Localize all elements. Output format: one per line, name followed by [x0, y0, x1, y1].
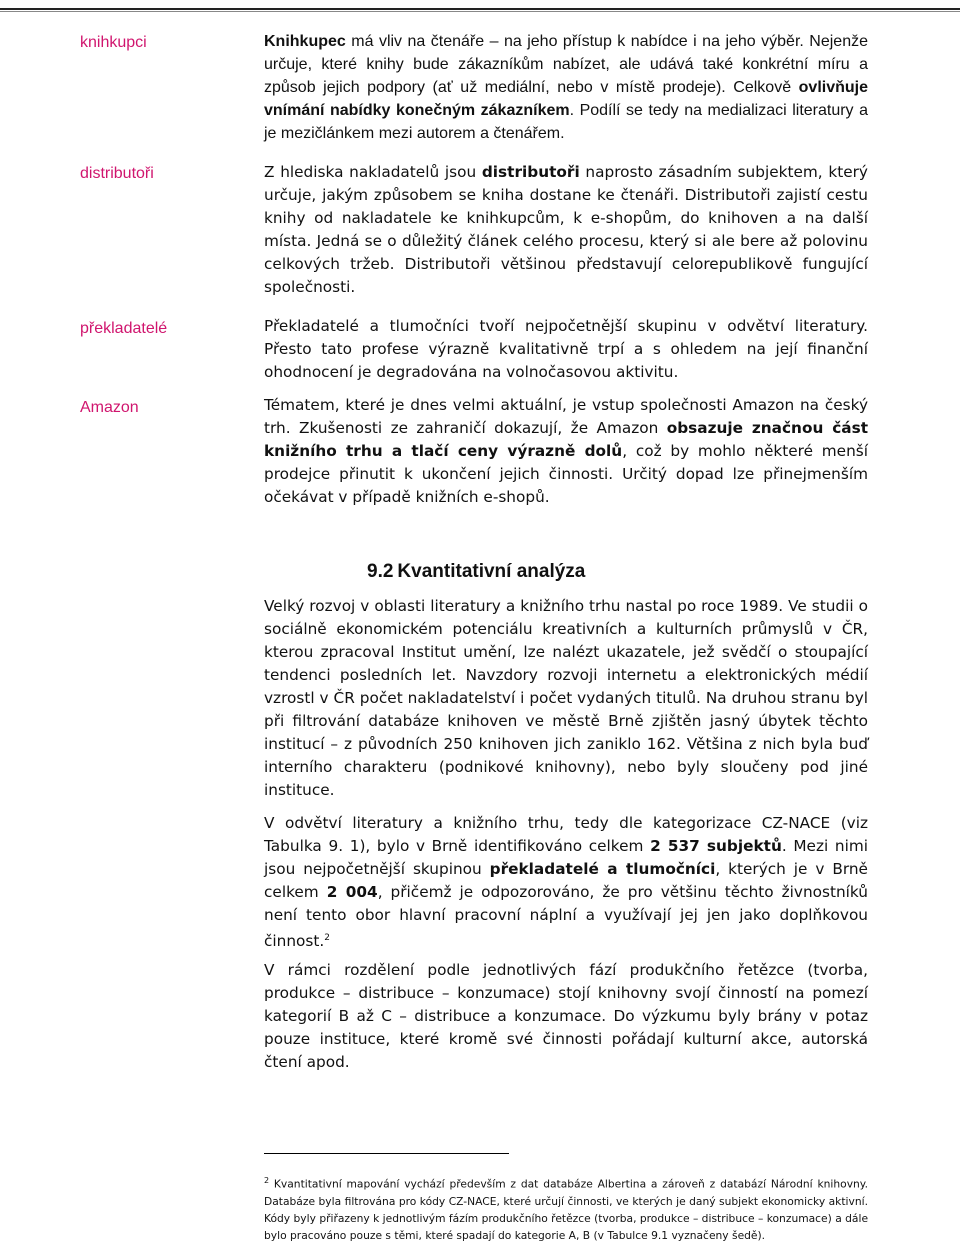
margin-note-amazon: Amazon [80, 399, 139, 416]
bold-knihkupec: Knihkupec [264, 33, 346, 50]
text-span: , což by mohlo některé menší prodejce přinutit k ukončení jejich činnosti. Určitý dopad lze přinejmenším očekávat v případě knižních e-shopů. [264, 442, 869, 506]
margin-note-prekladatele: překladatelé [80, 320, 168, 337]
paragraph-amazon [264, 394, 868, 509]
paragraph-knihovny: V rámci rozdělení podle jednotlivých fází produkčního řetězce (tvorba, produkce – distribuce – konzumace) stojí knihovny svojí činností na pomezí kategorií B až C – distribuce a konzumace. Do výzkumu byly brány v potaz pouze instituce, které kromě své činnosti pořádají kulturní akce, autorská čtení apod. [264, 961, 868, 1071]
text-span: V odvětví literatury a knižního trhu, tedy dle kategorizace CZ-NACE (viz Tabulka 9. 1), bylo v Brně identifikováno celkem [264, 814, 868, 855]
paragraph-knihkupci [264, 30, 868, 145]
text-span: naprosto zásadním subjektem, který určuje, jakým způsobem se kniha dostane ke čtenáři. Distributoři zajistí cestu knihy od nakladatele ke knihkupcům, k e-shopům, do knihoven a na další místa. Jedná se o důležitý článek celého procesu, který si ale bere až polovinu celkových tržeb. Distributoři většinou představují celorepublikově fungující společnosti. [264, 163, 868, 296]
footnote-reference[interactable]: 2 [324, 933, 330, 943]
header-rule [0, 8, 960, 10]
text-span: Z hlediska nakladatelů jsou [264, 163, 482, 181]
bold-subjekty: 2 537 subjektů [650, 837, 782, 855]
margin-note-distributori: distributoři [80, 165, 154, 182]
footnote [264, 1172, 868, 1244]
margin-note-knihkupci: knihkupci [80, 34, 147, 51]
paragraph-rozvoj: Velký rozvoj v oblasti literatury a knižního trhu nastal po roce 1989. Ve studii o sociálně ekonomickém potenciálu kreativních a kulturních průmyslů v ČR, kterou zpracoval Institut umění, lze nalézt ukazatele, jež svědčí o stoupající tendenci posledních let. Navzdory rozvoji internetu a elektronických médií vzrostl v ČR počet nakladatelství i počet vydaných titulů. Na druhou stranu byl při filtrování databáze knihoven ve městě Brně zjištěn jasný úbytek těchto institucí – z původních 250 knihoven jich zaniklo 162. Většina z nich byla buď interního charakteru (podnikové knihovny), nebo byly sloučeny pod jiné instituce. [264, 597, 868, 799]
footnote-mark: 2 [264, 1176, 270, 1185]
header-rule-thin [0, 11, 960, 12]
footnote-rule [264, 1153, 509, 1154]
text-span: má vliv na čtenáře – na jeho přístup k nabídce i na jeho výběr. Nejenže určuje, které knihy bude zákazníkům nabízet, ale udává také konkrétní míru a způsob jejich podpory (ať už mediální, nebo v místě prodeje). Celkově [264, 33, 868, 96]
text-span: Tématem, které je dnes velmi aktuální, je vstup společnosti Amazon na český trh. Zkušenosti ze zahraničí dokazují, že Amazon [264, 396, 868, 437]
bold-ovlivnuje: ovlivňuje vnímání nabídky konečným zákazníkem [264, 79, 868, 119]
section-heading [367, 561, 585, 583]
text-span: . Mezi nimi jsou nejpočetnější skupinou [264, 837, 869, 878]
paragraph-distributori [264, 161, 868, 299]
paragraph-prekladatele: Překladatelé a tlumočníci tvoří nejpočetnější skupinu v odvětví literatury. Přesto tato profese výrazně kvalitativně trpí a s ohledem na její finanční ohodnocení je degradována na volnočasovou aktivitu. [264, 317, 868, 381]
section-title: Kvantitativní analýza [397, 561, 586, 582]
bold-distributori: distributoři [481, 163, 580, 181]
bold-prekladatele: překladatelé a tlumočníci [489, 860, 716, 878]
bold-count: 2 004 [326, 883, 378, 901]
paragraph-subjekty [264, 812, 868, 953]
bold-amazon-claim: obsazuje značnou část knižního trhu a tlačí ceny výrazně dolů [264, 419, 869, 460]
text-span: . Podílí se tedy na medializaci literatury a je mezičlánkem mezi autorem a čtenářem. [264, 102, 868, 142]
footnote-text: Kvantitativní mapování vychází především z dat databáze Albertina a zároveň z databází Národní knihovny. Databáze byla filtrována pro kódy CZ-NACE, které určují činnosti, ve kterých je daný subjekt ekonomicky aktivní. Kódy byly přiřazeny k jednotlivým fázím produkčního řetězce (tvorba, produkce – distribuce – konzumace) a dále bylo pracováno pouze s těmi, které spadají do kategorie A, B (v Tabulce 9.1 vyznačeny šedě). [264, 1177, 869, 1242]
text-span: , přičemž je odpozorováno, že pro většinu těchto živnostníků není tento obor hlavní pracovní náplní a využívají jej jen jako doplňkovou činnost. [264, 883, 869, 951]
section-number: 9.2 [367, 561, 394, 582]
text-span: , kterých je v Brně celkem [264, 860, 868, 901]
